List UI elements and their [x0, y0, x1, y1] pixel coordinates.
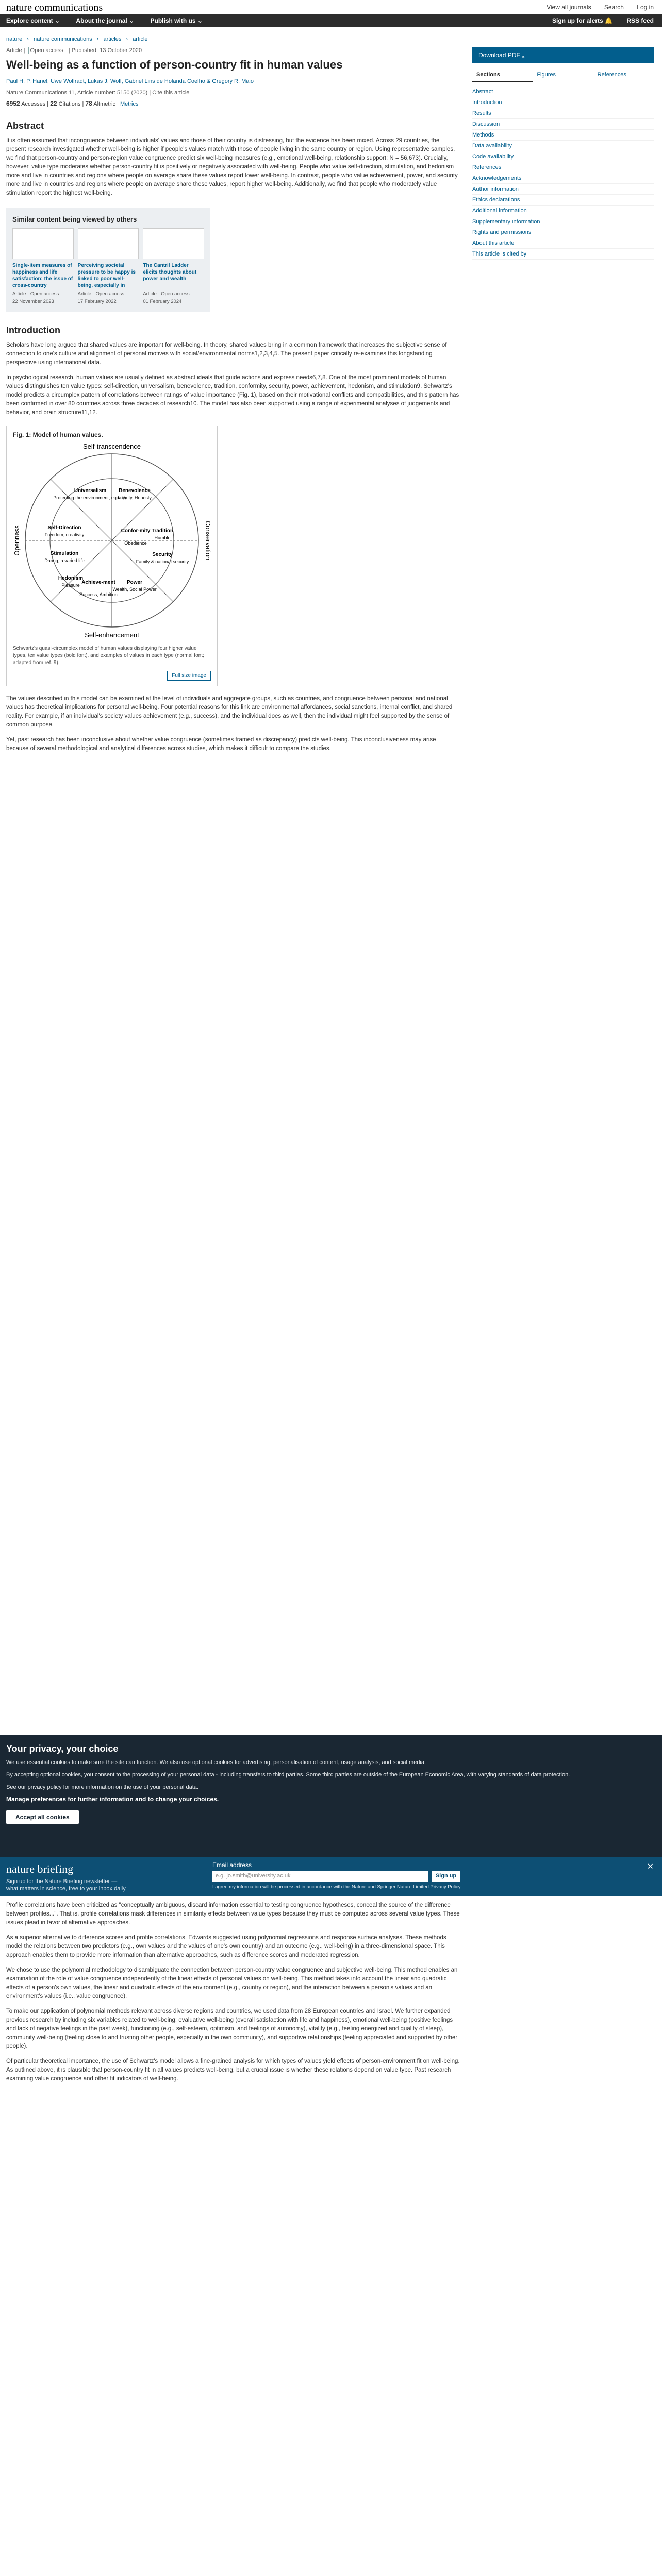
toc-item[interactable]: Author information — [472, 184, 654, 195]
search-link[interactable]: Search — [604, 4, 624, 11]
article-body-continued — [6, 1901, 460, 2090]
similar-card[interactable]: Single-item measures of happiness and life satisfaction: the issue of cross-country Article · Open access 22 November 2023 — [12, 228, 74, 304]
published-date: Published: 13 October 2020 — [71, 47, 142, 54]
card-date: 22 November 2023 — [12, 299, 54, 304]
crumb-article: article — [133, 36, 148, 42]
value-benevolence-example: Loyalty, Honesty — [118, 495, 152, 500]
figure-1 — [6, 426, 218, 686]
privacy-heading: Your privacy, your choice — [6, 1743, 119, 1754]
body-paragraph: Profile correlations have been criticized as "conceptually ambiguous, discard information essential to testing congruence hypotheses, conceal the source of the difference between profiles...". That is, profile correlations mask differences in similarity effects between value types because they must be computed across several value types. These issues plead in favor of alternative approaches. — [6, 1902, 460, 1926]
toc-item[interactable]: Results — [472, 108, 654, 119]
value-conformity: Confor-mity — [121, 528, 151, 534]
card-thumbnail — [143, 228, 204, 259]
intro-paragraph: In psychological research, human values are usually defined as abstract ideals that guide actions and express needs6,7,8. One of the most prominent models of human values distinguishes ten value types: self-direction, universalism, benevolence, tradition, conformity, security, power, achievement, hedonism, and stimulation9. Schwartz's model predicts a circumplex pattern of correlations between ratings of value importance (Fig. 1), based on their motivational conflicts and compatibilities, and this pattern has been confirmed in over 80 countries across three decades of research10. The model has also been supported using a range of experimental analyses of judgements and behavior, and brain structure11,12. — [6, 375, 459, 416]
body-paragraph: Yet, past research has been inconclusive about whether value congruence (sometimes framed as discrepancy) predicts well-being. This inconclusiveness may arise because of several methodological and analytical differences across studies, which makes it difficult to compare the studies. — [6, 737, 436, 752]
value-self-direction-example: Freedom, creativity — [44, 532, 85, 537]
value-benevolence: Benevolence — [119, 488, 151, 494]
body-paragraph: Of particular theoretical importance, the use of Schwartz's model allows a fine-grained analysis for which types of values yield effects of person-environment fit on well-being. As outlined above, it is plausible that person-country fit in all values predicts well-being, but a crucial issue is whether these relations depend on value type. Past research examining value congruence and other fit indicators of well-being. — [6, 2058, 460, 2082]
download-pdf-button[interactable]: Download PDF ⤓ — [472, 47, 654, 63]
briefing-description: Sign up for the Nature Briefing newsletter — what matters in science, free to your inbox daily. — [6, 1878, 127, 1892]
value-power-example: Wealth, Social Power — [112, 587, 157, 592]
crumb-sep: › — [96, 36, 99, 42]
article-meta: Article | Open access | Published: 13 October 2020 — [6, 47, 142, 54]
value-conformity-example: Obedience — [124, 540, 147, 546]
manage-preferences-link[interactable]: Manage preferences for further information and to change your choices. — [6, 1795, 219, 1803]
toc-item[interactable]: Additional information — [472, 206, 654, 216]
alerts-link[interactable]: Sign up for alerts 🔔 — [552, 17, 613, 24]
metric-value: 6952 — [6, 100, 20, 107]
sign-up-button[interactable]: Sign up — [432, 1871, 460, 1882]
nav-explore-content[interactable]: Explore content ⌄ — [6, 17, 60, 24]
full-size-image-button[interactable]: Full size image — [167, 671, 211, 681]
article-title: Well-being as a function of person-country fit in human values — [6, 58, 343, 71]
toc-item[interactable]: Code availability — [472, 151, 654, 162]
accept-all-cookies-button[interactable]: Accept all cookies — [6, 1810, 79, 1824]
value-achievement: Achieve-ment — [81, 580, 115, 585]
toc-item[interactable]: Acknowledgements — [472, 173, 654, 184]
sidebar-tabs — [472, 69, 654, 82]
toc-item[interactable]: Introduction — [472, 97, 654, 108]
view-all-journals-link[interactable]: View all journals — [547, 4, 591, 11]
article-main — [6, 47, 460, 759]
open-access-badge[interactable]: Open access — [28, 47, 65, 54]
card-title[interactable]: Perceiving societal pressure to be happy is linked to poor well-being, especially in — [77, 263, 136, 289]
figure-caption: Schwartz's quasi-circumplex model of human values displaying four higher value types, ten value types (bold font), and examples of values in each type (normal font; adapted from ref. 9). — [13, 646, 204, 666]
body-paragraph: The values described in this model can be examined at the level of individuals and aggregate groups, such as countries, and congruence between personal and national values has theoretical implications for personal well-being. Four potential reasons for this link are environmental affordances, social sanctions, internal conflict, and shared reality. For example, if an individual's society values achievement (e.g., success), and the individual does as well, then the individual might feel supported by the sense of common purpose. — [6, 696, 453, 728]
card-type: Article — [12, 291, 26, 297]
card-date: 17 February 2022 — [77, 299, 117, 304]
author-list[interactable]: Paul H. P. Hanel, Uwe Wolfradt, Lukas J. Wolf, Gabriel Lins de Holanda Coelho & Gregory R. Maio — [6, 78, 254, 84]
article-type: Article — [6, 47, 22, 54]
metric-label: Altmetric — [93, 101, 116, 107]
crumb-sep: › — [126, 36, 128, 42]
value-stimulation: Stimulation — [50, 551, 79, 556]
top-links — [535, 4, 654, 11]
close-icon[interactable]: ✕ — [647, 1862, 654, 1871]
value-self-direction: Self-Direction — [47, 525, 81, 531]
toc-item[interactable]: About this article — [472, 238, 654, 249]
figure-heading[interactable]: Fig. 1: Model of human values. — [13, 431, 103, 438]
nav-about-journal[interactable]: About the journal ⌄ — [76, 17, 135, 24]
similar-card[interactable]: The Cantril Ladder elicits thoughts about power and wealth Article · Open access 01 February 2024 — [143, 228, 204, 304]
privacy-text: By accepting optional cookies, you consent to the processing of your personal data - including transfers to third parties. Some third parties are outside of the European Economic Area, with varying standards of data protection. — [6, 1772, 570, 1778]
card-access: Open access — [30, 291, 59, 297]
value-security-example: Family & national security — [136, 559, 189, 564]
value-hedonism: Hedonism — [58, 575, 84, 581]
cookie-consent-banner — [0, 1735, 662, 1857]
metric-value: 78 — [85, 100, 92, 107]
value-tradition: Tradition — [151, 528, 174, 534]
newsletter-signup-banner — [0, 1857, 662, 1896]
value-hedonism-example: Pleasure — [61, 583, 80, 588]
value-stimulation-example: Daring, a varied life — [44, 558, 85, 563]
metric-label: Citations — [58, 101, 81, 107]
value-tradition-example: Humble — [154, 535, 171, 540]
table-of-contents — [472, 87, 654, 260]
body-paragraph: As a superior alternative to difference scores and profile correlations, Edwards suggested using polynomial regressions and response surface analyses. These methods model the relations between two predictors (e.g., own values and the values of one's own country) and an outcome (e.g., well-being) in a three-dimensional space. This approach enables them to provide more information than alternative approaches, such as difference scores and moderated regression. — [6, 1935, 446, 1958]
toc-item[interactable]: Data availability — [472, 141, 654, 151]
tab-references[interactable]: References — [597, 72, 626, 78]
metrics-link[interactable]: Metrics — [120, 101, 139, 107]
toc-item[interactable]: Ethics declarations — [472, 195, 654, 206]
metric-label: Accesses — [21, 101, 46, 107]
toc-item[interactable]: Supplementary information — [472, 216, 654, 227]
toc-item[interactable]: Rights and permissions — [472, 227, 654, 238]
body-paragraph: We chose to use the polynomial methodology to disambiguate the connection between person-country value congruence and subjective well-being. This method enables an examination of the role of value congruence independently of the linear effects of personal values on well-being. This method takes into account the linear and quadratic effects of a person's own values, the linear and quadratic effects of the environment (e.g., country or region), and the interaction between a person's values and an environment's values (i.e., value congruence). — [6, 1967, 458, 1999]
abstract-heading: Abstract — [6, 121, 44, 131]
journal-logo[interactable]: nature communications — [6, 2, 103, 13]
card-access: Open access — [95, 291, 124, 297]
login-link[interactable]: Log in — [637, 4, 654, 11]
crumb-articles[interactable]: articles — [103, 36, 122, 42]
value-universalism-example: Protecting the environment, equality — [53, 495, 127, 500]
email-input[interactable]: e.g. jo.smith@university.ac.uk — [212, 1871, 428, 1882]
label-self-enhancement: Self-enhancement — [85, 631, 139, 639]
breadcrumb — [6, 36, 151, 42]
card-access: Open access — [161, 291, 190, 297]
briefing-logo: nature briefing — [6, 1862, 74, 1875]
card-date: 01 February 2024 — [143, 299, 182, 304]
value-power: Power — [126, 580, 143, 585]
privacy-text: We use essential cookies to make sure the site can function. We also use optional cookies for advertising, personalisation of content, usage analysis, and social media. — [6, 1759, 426, 1766]
article-sidebar — [472, 47, 654, 260]
label-conservation: Conservation — [204, 520, 211, 561]
card-title[interactable]: Single-item measures of happiness and life satisfaction: the issue of cross-country — [12, 263, 73, 289]
crumb-nature[interactable]: nature — [6, 36, 23, 42]
similar-card[interactable]: Perceiving societal pressure to be happy is linked to poor well-being, especially in Article · Open access 17 February 2022 — [78, 228, 139, 304]
top-bar — [0, 0, 662, 14]
values-circumplex-diagram[interactable] — [13, 442, 211, 639]
rss-link[interactable]: RSS feed — [626, 17, 654, 24]
toc-item[interactable]: Abstract — [472, 87, 654, 97]
similar-content — [6, 208, 210, 312]
card-type: Article — [77, 291, 92, 297]
value-security: Security — [152, 552, 173, 557]
value-universalism: Universalism — [74, 488, 107, 494]
crumb-journal[interactable]: nature communications — [34, 36, 92, 42]
card-thumbnail — [78, 228, 139, 259]
toc-item[interactable]: This article is cited by — [472, 249, 654, 260]
toc-item[interactable]: Methods — [472, 130, 654, 141]
introduction-heading: Introduction — [6, 325, 60, 335]
toc-item[interactable]: References — [472, 162, 654, 173]
citation-line[interactable]: Nature Communications 11, Article number: 5150 (2020) | Cite this article — [6, 90, 190, 96]
privacy-policy-text[interactable]: See our privacy policy for more information on the use of your personal data. — [6, 1784, 198, 1790]
card-thumbnail — [12, 228, 74, 259]
email-label: Email address — [212, 1861, 252, 1869]
article-metrics: 6952 Accesses | 22 Citations | 78 Altmetric | Metrics — [6, 100, 139, 107]
tab-figures[interactable]: Figures — [537, 72, 556, 78]
toc-item[interactable]: Discussion — [472, 119, 654, 130]
similar-heading: Similar content being viewed by others — [12, 215, 137, 223]
label-self-transcendence: Self-transcendence — [82, 443, 141, 450]
privacy-agree-checkbox[interactable]: I agree my information will be processed in accordance with the Nature and Springer Nature Limited Privacy Policy. — [212, 1884, 462, 1890]
card-title[interactable]: The Cantril Ladder elicits thoughts about power and wealth — [143, 263, 197, 282]
nav-bar — [0, 14, 662, 27]
card-type: Article — [143, 291, 157, 297]
body-paragraph: To make our application of polynomial methods relevant across diverse regions and countries, we used data from 28 European countries and Israel. We further expanded previous research by including six variables related to well-being: evaluative well-being (overall satisfaction with life and happiness), emotional well-being (positive feelings and lack of negative feelings in the past week), functioning (e.g., self-esteem, optimism, and feelings of autonomy), vitality (e.g., feeling energized and quality of sleep), community well-being (feeling close to and trusting other people, especially in the own community), and supportive relationships (feeling appreciated and supported by other people). — [6, 2008, 458, 2049]
label-openness: Openness — [13, 525, 21, 556]
abstract-text: It is often assumed that incongruence between individuals' values and those of their country is distressing, but the evidence has been mixed. Across 29 countries, the present research investigated whether well-being is higher if people's values match with those of people living in the same country or region. Using representative samples, we find that person-country and person-region value congruence predict six well-being measures (e.g., emotional well-being, relationship support; N = 56,673). Crucially, however, value type moderates whether person-country fit is positively or negatively associated with well-being. People who value self-direction, stimulation, and hedonism more and live in countries and regions where people on average share these values report lower well-being. In contrast, people who value achievement, power, and security more and live in countries and regions where people on average share these values, report higher well-being. Additionally, we find that people who moderately value stimulation report the highest well-being. — [6, 138, 458, 196]
nav-publish[interactable]: Publish with us ⌄ — [150, 17, 203, 24]
intro-paragraph: Scholars have long argued that shared values are important for well-being. In theory, shared values bring in a common framework that increases the subjective sense of connection to one's culture and alignment of personal motives with social/environmental norms1,2,3,4,5. The present paper critically re-examines this longstanding perspective using international data. — [6, 342, 447, 366]
value-achievement-example: Success, Ambition — [79, 592, 118, 597]
tab-sections[interactable]: Sections — [472, 69, 533, 82]
crumb-sep: › — [27, 36, 29, 42]
metric-value: 22 — [50, 100, 57, 107]
